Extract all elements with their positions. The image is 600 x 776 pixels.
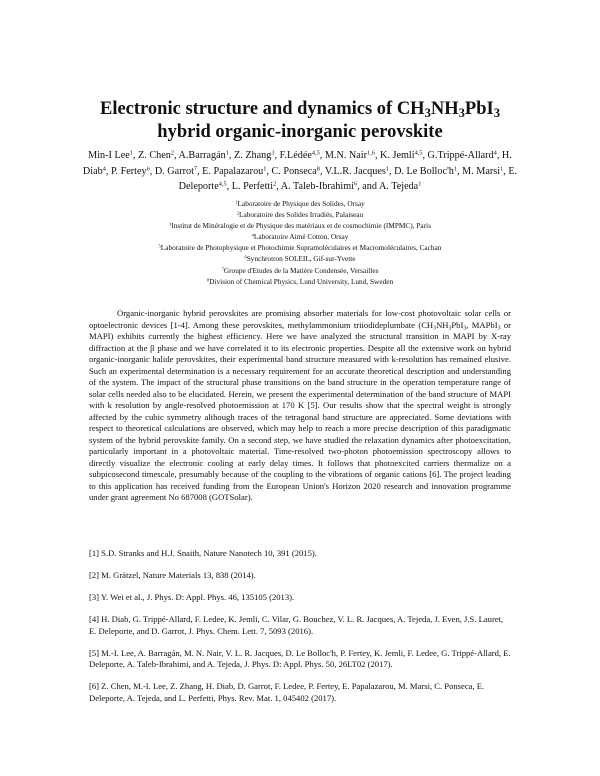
author-separator: , bbox=[276, 181, 281, 193]
affiliation-item bbox=[90, 231, 510, 242]
author-name: A. Taleb-Ibrahimi bbox=[280, 181, 354, 193]
reference-item: [5] M.-I. Lee, A. Barragán, M. N. Nair, V. L. R. Jacques, D. Le Bolloc'h, P. Fertey, K. Jemli, F. Ledee, G. Trippé-Allard, E. Deleporte, A. Taleb-Ibrahimi, and A. Tejeda, J. Phys. D: Appl. Phys. 50, 26LT02 (2017). bbox=[89, 647, 511, 669]
affiliation-list bbox=[90, 198, 510, 287]
author-name: L. Perfetti bbox=[231, 181, 274, 193]
author-affiliation-mark: 1 bbox=[418, 180, 422, 188]
affiliation-number: 4 bbox=[251, 232, 254, 238]
affiliation-text: Laboratoire des Solides Irradiés, Palaiseau bbox=[239, 210, 364, 220]
affiliation-item bbox=[90, 242, 510, 253]
author-name: A.Barragán bbox=[178, 150, 226, 161]
author-name: H. Diab bbox=[82, 150, 512, 177]
affiliation-text: Laboratoire Aimé Cotton, Orsay bbox=[253, 232, 349, 242]
title-text-2: NH bbox=[430, 99, 459, 119]
author-separator: , bbox=[374, 150, 381, 161]
author-name: C. Ponseca bbox=[271, 165, 317, 177]
author-separator: , bbox=[132, 150, 138, 161]
author-affiliation-mark: 7 bbox=[193, 165, 198, 173]
author-separator: , bbox=[105, 165, 111, 177]
affiliation-text: Groupe d'Etudes de la Matière Condensée, Versailles bbox=[223, 265, 379, 275]
affiliation-number: 8 bbox=[206, 277, 210, 283]
abstract-text-3: PbI bbox=[451, 319, 464, 330]
affiliation-number: 3 bbox=[169, 221, 172, 227]
author-name: D. Garrot bbox=[154, 165, 194, 177]
author-affiliation-mark: 6 bbox=[353, 180, 358, 188]
affiliation-item bbox=[90, 265, 510, 276]
abstract-sub-4: 3 bbox=[497, 324, 501, 331]
author-affiliation-mark: 1,6 bbox=[367, 149, 375, 157]
affiliation-number: 1 bbox=[235, 199, 238, 205]
author-affiliation-mark: 4,5 bbox=[311, 149, 320, 157]
author-affiliation-mark: 1 bbox=[453, 165, 458, 173]
author-separator: , and bbox=[357, 181, 379, 193]
affiliation-item bbox=[90, 198, 510, 209]
abstract-text-2: NH bbox=[436, 319, 449, 330]
reference-list bbox=[89, 548, 511, 715]
abstract-text-4: , MAPbI bbox=[466, 319, 498, 330]
affiliation-text: Institut de Minéralogie et de Physique des matériaux et de cosmochimie (IMPMC), Paris bbox=[171, 221, 431, 231]
abstract-text-1: Organic-inorganic hybrid perovskites are promising absorber materials for low-cost photovoltaic solar cells or optoelectronic devices [1-4]. Among these perovskites, methylammonium triiodideplumbate (CH bbox=[89, 308, 511, 330]
author-separator: , bbox=[496, 150, 502, 161]
author-separator: , bbox=[274, 150, 280, 161]
author-separator: , bbox=[226, 181, 232, 193]
title-line-2: hybrid organic-inorganic perovskite bbox=[157, 122, 443, 142]
author-affiliation-mark: 3 bbox=[271, 149, 275, 157]
reference-item: [2] M. Grätzel, Nature Materials 13, 838 (2014). bbox=[89, 570, 256, 580]
author-affiliation-mark: 1 bbox=[263, 165, 267, 173]
author-name: Min-I Lee bbox=[88, 150, 130, 161]
author-separator: , bbox=[422, 150, 428, 161]
affiliation-number: 2 bbox=[236, 210, 240, 216]
author-name: F.Lédée bbox=[279, 150, 312, 161]
affiliation-text: Synchrotron SOLEIL, Gif-sur-Yvette bbox=[246, 254, 356, 264]
author-name: V.L.R. Jacques bbox=[324, 165, 386, 177]
author-name: M.N. Nair bbox=[324, 150, 368, 161]
abstract-sub-1: 3 bbox=[433, 324, 437, 331]
author-name: P. Fertey bbox=[110, 165, 147, 177]
author-separator: , bbox=[149, 165, 155, 177]
affiliation-number: 6 bbox=[244, 254, 247, 260]
author-affiliation-mark: 4,5 bbox=[414, 149, 423, 157]
affiliation-item bbox=[90, 209, 510, 220]
author-affiliation-mark: 2 bbox=[273, 180, 277, 188]
author-separator: , bbox=[197, 165, 203, 177]
author-name: Z. Chen bbox=[138, 150, 171, 161]
author-affiliation-mark: 1 bbox=[385, 165, 389, 173]
author-affiliation-mark: 4,5 bbox=[218, 180, 227, 188]
author-list bbox=[80, 148, 520, 195]
author-separator: , bbox=[228, 150, 235, 161]
author-separator: , bbox=[319, 150, 325, 161]
author-affiliation-mark: 4 bbox=[102, 165, 106, 173]
author-name: Z. Zhang bbox=[234, 150, 272, 161]
abstract-sub-2: 3 bbox=[448, 324, 452, 331]
author-name: K. Jemli bbox=[380, 150, 415, 161]
author-name: A. Tejeda bbox=[378, 181, 419, 193]
author-separator: , bbox=[457, 165, 463, 177]
author-affiliation-mark: 4 bbox=[493, 149, 497, 157]
affiliation-text: Laboratoire de Photophysique et Photochimie Supramoléculaires et Macromoléculaires, Cachan bbox=[160, 243, 442, 253]
author-affiliation-mark: 1 bbox=[129, 149, 133, 157]
affiliation-item bbox=[90, 276, 510, 287]
author-affiliation-mark: 8 bbox=[316, 165, 320, 173]
affiliation-number: 5 bbox=[158, 243, 161, 249]
affiliation-item bbox=[90, 253, 510, 264]
author-name: M. Marsi bbox=[462, 165, 501, 177]
author-separator: , bbox=[266, 165, 272, 177]
paper-title bbox=[70, 98, 530, 144]
reference-item: [6] Z. Chen, M.-I. Lee, Z. Zhang, H. Diab, D. Garrot, F. Ledee, P. Fertey, E. Papalazarou, M. Marsi, C. Ponseca, E. Deleporte, A. Tejeda, and L. Perfetti, Phys. Rev. Mat. 1, 045402 (2017). bbox=[89, 681, 485, 703]
author-affiliation-mark: 1 bbox=[225, 149, 229, 157]
reference-item: [3] Y. Wei et al., J. Phys. D: Appl. Phys. 46, 135105 (2013). bbox=[89, 592, 295, 602]
author-separator: , bbox=[388, 165, 395, 177]
author-affiliation-mark: 6 bbox=[146, 165, 150, 173]
abstract-paragraph bbox=[89, 308, 511, 504]
title-sub-3: 3 bbox=[493, 106, 501, 121]
affiliation-item bbox=[90, 220, 510, 231]
author-name: D. Le Bolloc'h bbox=[394, 165, 454, 177]
reference-item: [1] S.D. Stranks and H.J. Snaith, Nature Nanotech 10, 391 (2015). bbox=[89, 548, 317, 558]
title-sub-2: 3 bbox=[458, 106, 465, 121]
author-separator: , bbox=[173, 150, 179, 161]
abstract-sub-3: 3 bbox=[463, 324, 467, 331]
affiliation-text: Laboratoire de Physique des Solides, Orsay bbox=[237, 199, 365, 208]
affiliation-text: Division of Chemical Physics, Lund University, Lund, Sweden bbox=[209, 276, 394, 286]
author-name: E. Papalazarou bbox=[202, 165, 264, 177]
title-text-1: Electronic structure and dynamics of CH bbox=[99, 99, 425, 119]
reference-item: [4] H. Diab, G. Trippé-Allard, F. Ledee, K. Jemli, C. Vilar, G. Bouchez, V. L. R. Jacques, A. Tejeda, J. Even, J.S. Lauret, E. Deleporte, and D. Garrot, J. Phys. Chem. Lett. 7, 5093 (2016). bbox=[89, 614, 504, 636]
abstract-text-5: or MAPI) exhibits currently the highest efficiency. Here we have analyzed the structural transition in MAPI by X-ray diffraction at the β phase and we have correlated it to its electronic properties. Despite all the extensive work on hybrid organic-inorganic halide perovskites, their experimental band structure measured with k-resolution has remained elusive. Such an experimental determination is a necessary requirement for an accurate theoretical description and understanding of the system. The impact of the structural phase transitions on the band structure in the operation temperature range of solar cells needed also to be elucidated. Herein, we present the experimental determination of the band structure of MAPI with k resolution by angle-resolved photoemission at 170 K [5]. Our results show that the spectral weight is strongly affected by the cubic symmetry although traces of the tetragonal band structure are appreciated. Some deviations with respect to theoretical calculations are observed, which may help to reach a more precise description of this paradigmatic system of the hybrid perovskite family. On a second step, we have studied the relaxation dynamics after photoexcitation, particularly important in a photovoltaic material. Time-resolved two-photon photoemission spectroscopy allows to directly visualize the electronic cooling at early delay times. It follows that photoexcited carriers thermalize on a subpicosecond timescale, presumably because of the coupling to the vibrations of organic cations [6]. The project leading to this application has received funding from the European Union's Horizon 2020 research and innovation programme under grant agreement No 687008 (GOTSolar). bbox=[89, 319, 511, 502]
author-name: E. Deleporte bbox=[178, 165, 518, 193]
author-separator: , bbox=[319, 165, 325, 177]
author-name: G.Trippé-Allard bbox=[427, 150, 494, 161]
author-separator: , bbox=[503, 165, 509, 177]
author-affiliation-mark: 1 bbox=[500, 165, 504, 173]
author-affiliation-mark: 2 bbox=[170, 149, 174, 157]
affiliation-number: 7 bbox=[221, 266, 224, 272]
title-text-3: PbI bbox=[464, 99, 494, 119]
title-sub-1: 3 bbox=[424, 106, 431, 121]
